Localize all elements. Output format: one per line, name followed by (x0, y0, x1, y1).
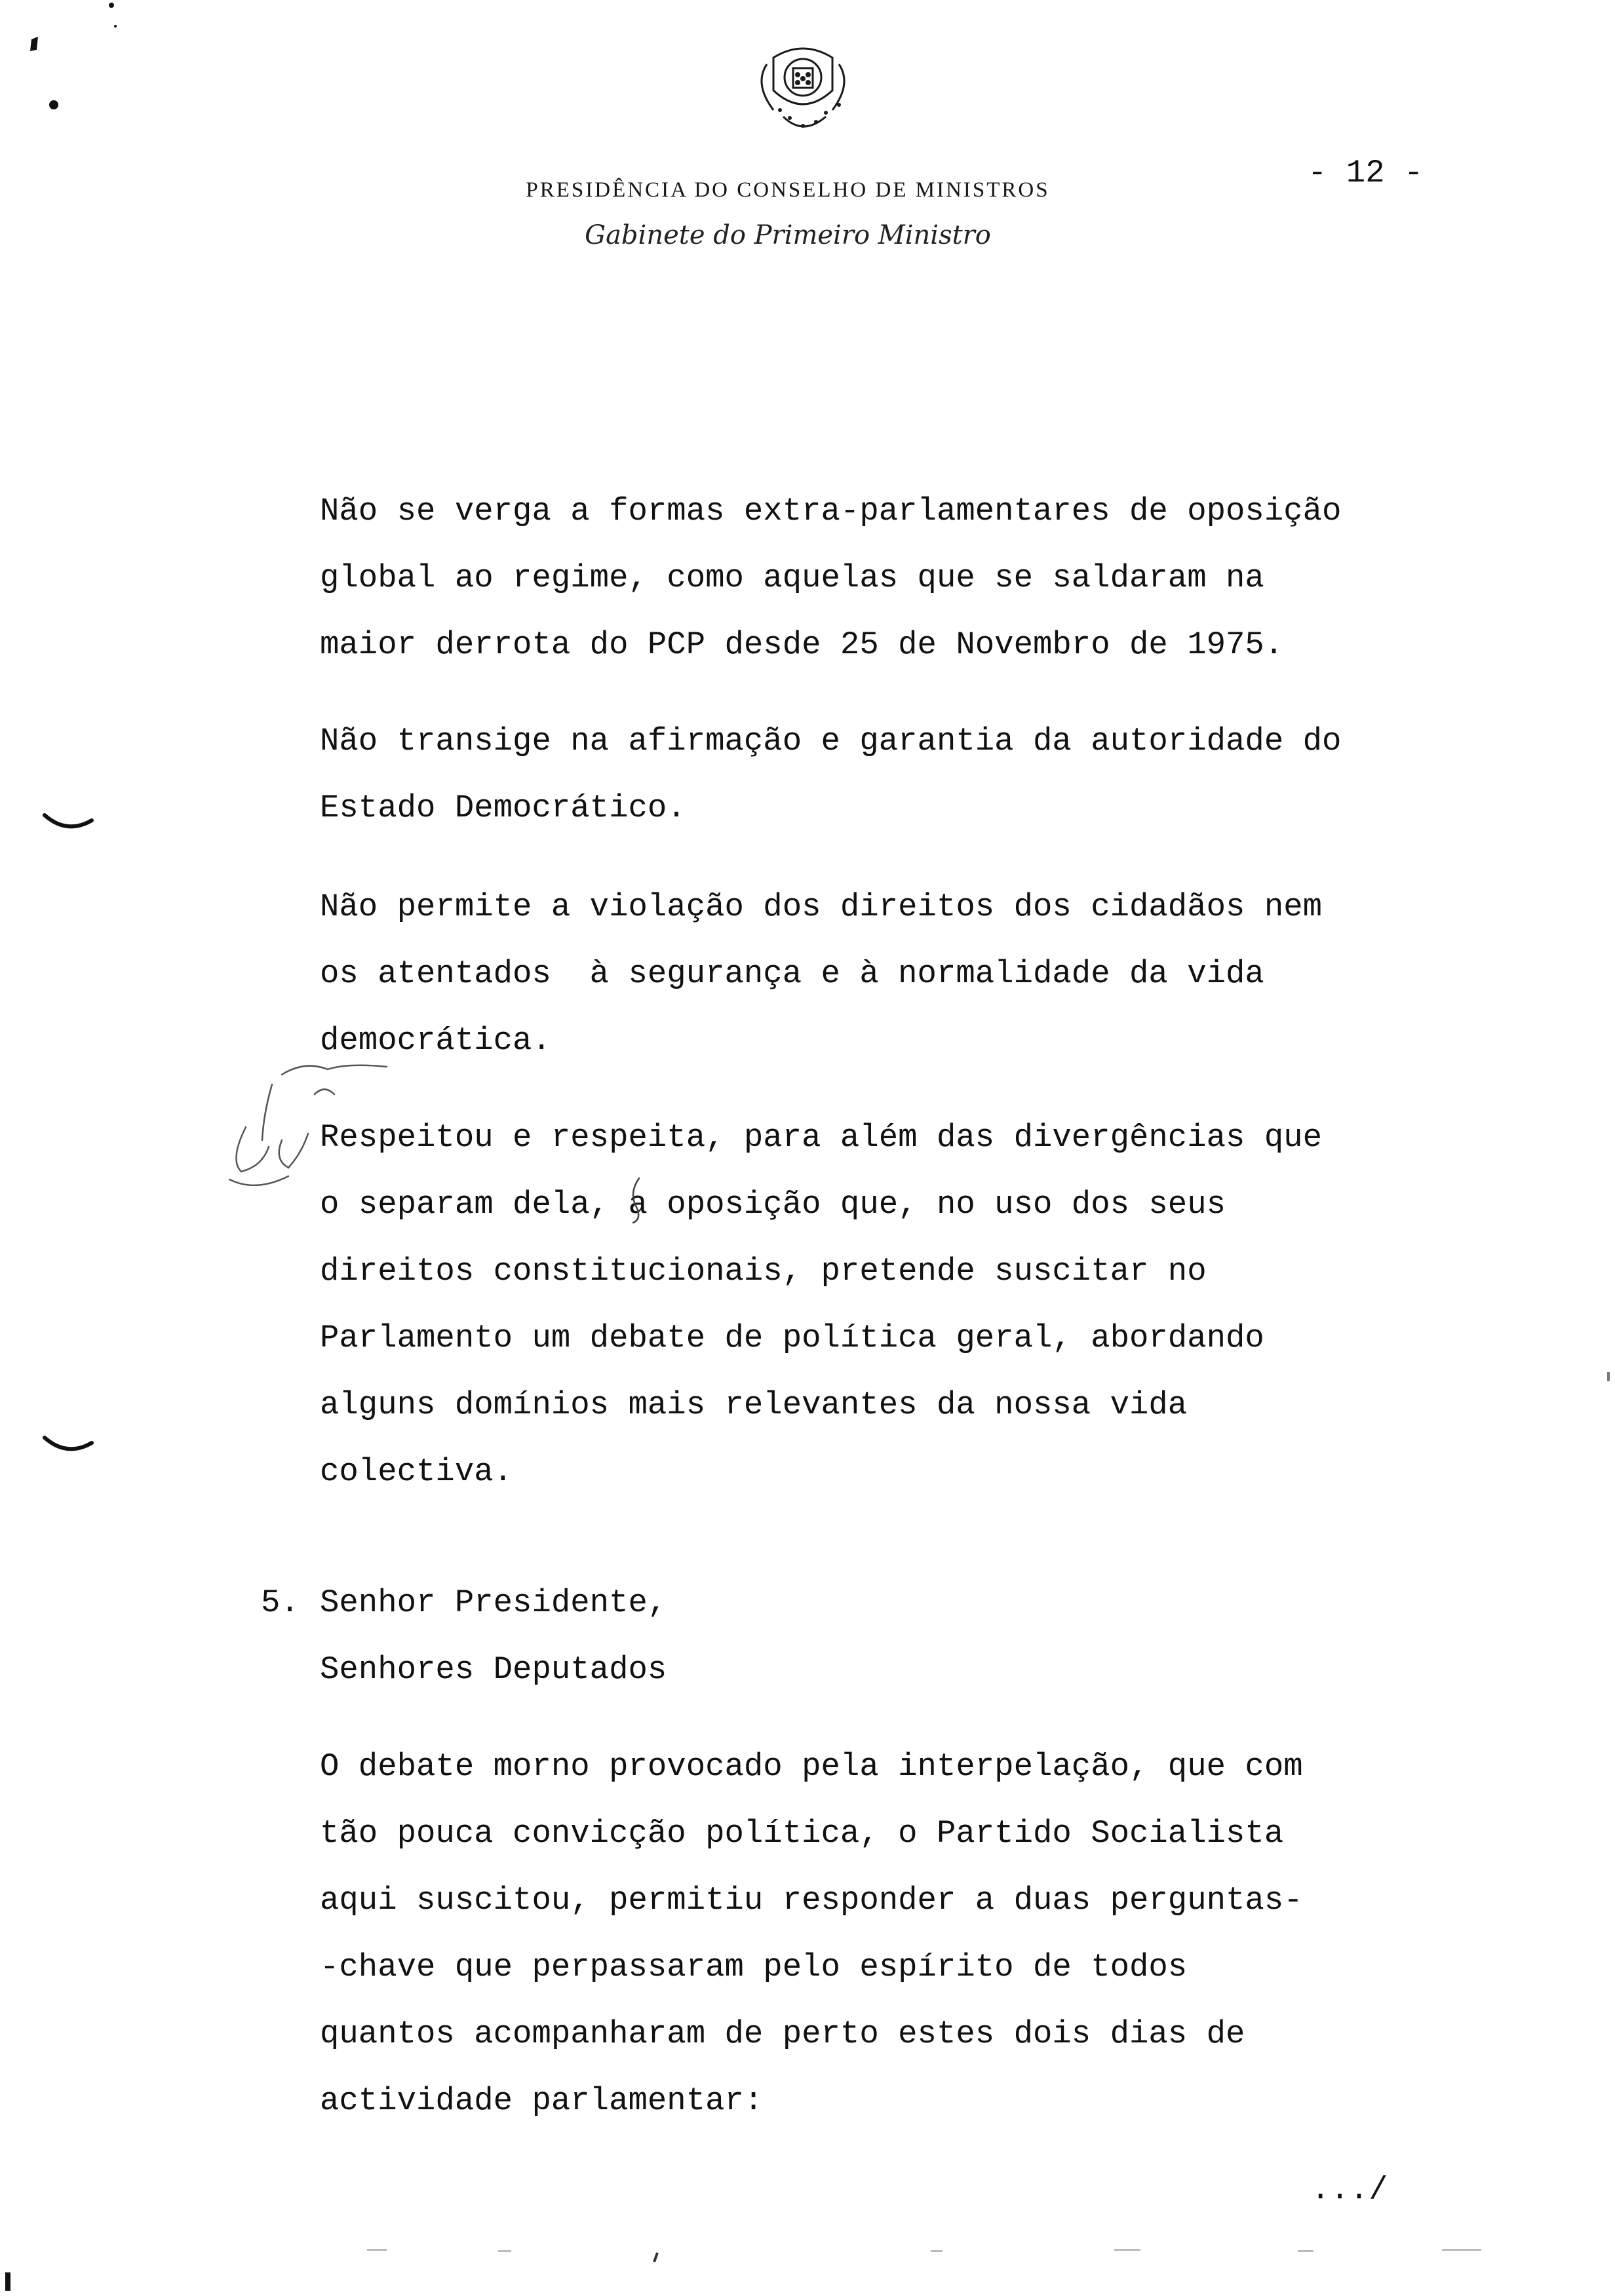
scan-speck (1606, 1369, 1612, 1389)
margin-tick-mark (39, 1428, 98, 1468)
salutation-line: Senhor Presidente, (320, 1584, 667, 1621)
text-line: aqui suscitou, permitiu responder a duas perguntas- (320, 1882, 1303, 1919)
handwritten-annotation (190, 1055, 413, 1186)
section-number: 5. (261, 1584, 300, 1621)
continuation-dots: ... (1311, 2172, 1369, 2208)
text-line: quantos acompanharam de perto estes dois dias de (320, 2016, 1245, 2052)
text-line: global ao regime, como aquelas que se saldaram na (320, 560, 1264, 596)
portuguese-coat-of-arms-icon (728, 45, 878, 143)
text-line: direitos constitucionais, pretende suscitar no (320, 1253, 1207, 1290)
page-number: - 12 - (1308, 155, 1424, 191)
margin-tick-mark (39, 806, 98, 845)
text-line: tão pouca convicção política, o Partido Socialista (320, 1815, 1284, 1852)
salutation-line: Senhores Deputados (320, 1651, 667, 1688)
text-line: actividade parlamentar: (320, 2082, 764, 2119)
text-line: maior derrota do PCP desde 25 de Novembro de 1975. (320, 626, 1284, 663)
text-line: Respeitou e respeita, para além das divergências que (320, 1119, 1323, 1156)
scan-bottom-edge (0, 2241, 1615, 2296)
text-line: Não transige na afirmação e garantia da autoridade do (320, 723, 1342, 759)
organization-name: PRESIDÊNCIA DO CONSELHO DE MINISTROS (526, 178, 1050, 202)
text-line: Não se verga a formas extra-parlamentares de oposição (320, 493, 1342, 529)
text-line: democrática. (320, 1022, 551, 1059)
text-line: Parlamento um debate de política geral, abordando (320, 1320, 1264, 1356)
text-line: alguns domínios mais relevantes da nossa vida (320, 1387, 1188, 1423)
text-line: os atentados à segurança e à normalidade da vida (320, 955, 1264, 992)
text-line: colectiva. (320, 1453, 513, 1490)
scan-specks (20, 0, 125, 118)
text-line: o separam dela, a oposição que, no uso dos seus (320, 1186, 1226, 1223)
text-line: Não permite a violação dos direitos dos cidadãos nem (320, 889, 1323, 925)
text-line: -chave que perpassaram pelo espírito de todos (320, 1949, 1188, 1985)
continuation-mark: .../ (1311, 2172, 1388, 2208)
text-line: O debate morno provocado pela interpelação, que com (320, 1748, 1303, 1785)
office-name: Gabinete do Primeiro Ministro (585, 220, 991, 250)
handwritten-correction (623, 1173, 655, 1225)
text-line: Estado Democrático. (320, 790, 686, 826)
